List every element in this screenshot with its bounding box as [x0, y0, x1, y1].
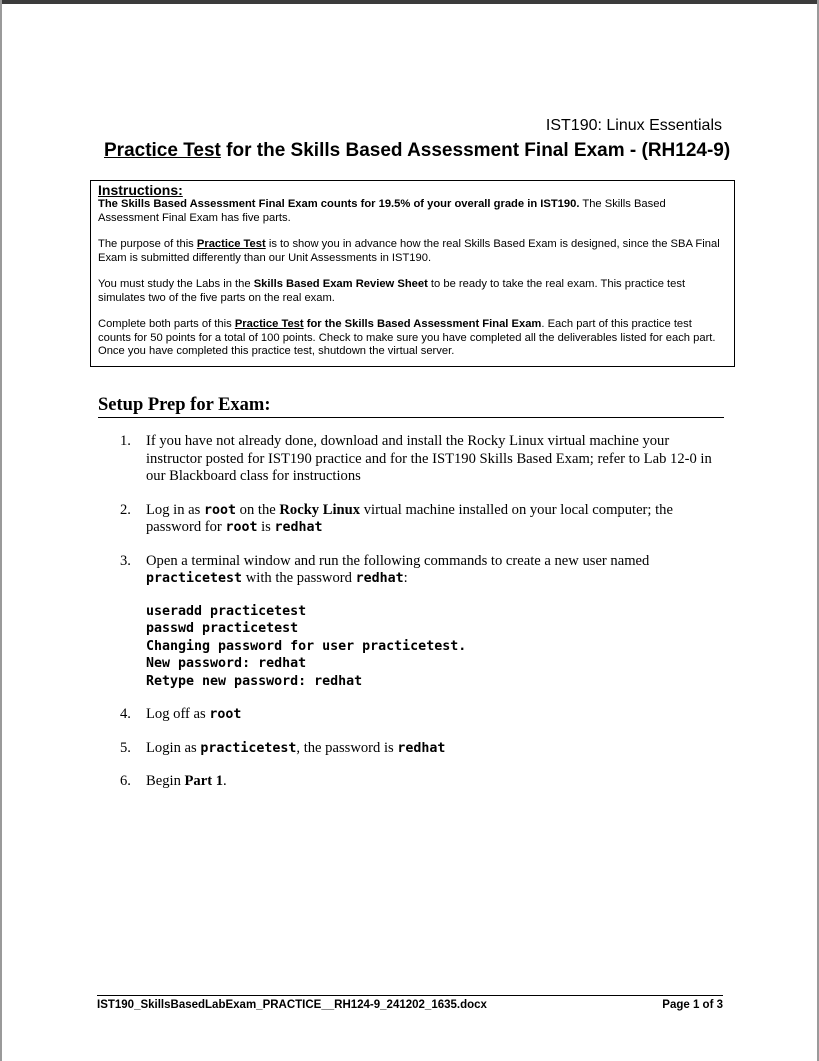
step-6-a: Begin [146, 773, 185, 789]
password-value-3: redhat [397, 740, 446, 756]
page-number: Page 1 of 3 [662, 999, 723, 1011]
step-6-b: . [223, 773, 227, 789]
practice-test-ref-2: Practice Test [234, 318, 304, 330]
list-item [120, 740, 720, 758]
step-number: 5. [120, 739, 131, 756]
instructions-paragraph-2 [98, 238, 727, 265]
title-underlined: Practice Test [104, 140, 221, 161]
setup-steps-list [120, 433, 720, 807]
instructions-p2-a: The purpose of this [98, 238, 197, 250]
instructions-p3-b: to be ready to take the real exam. This practice test simulates two of the five parts on the real exam. [98, 278, 686, 304]
instructions-p1-rest: The Skills Based Assessment Final Exam has five parts. [98, 198, 666, 224]
step-4-a: Log off as [146, 706, 210, 722]
code-line: New password: redhat [146, 656, 307, 671]
instructions-box [90, 180, 735, 367]
instructions-p3-a: You must study the Labs in the [98, 278, 254, 290]
root-user: root [203, 502, 236, 518]
footer-filename: IST190_SkillsBasedLabExam_PRACTICE__RH124-9_241202_1635.docx [97, 999, 487, 1011]
page-left-edge [0, 0, 2, 1061]
review-sheet-ref: Skills Based Exam Review Sheet [253, 278, 428, 290]
setup-heading: Setup Prep for Exam: [98, 395, 724, 418]
grade-weight-text: The Skills Based Assessment Final Exam counts for 19.5% of your overall grade in IST190. [98, 198, 580, 210]
step-2-b: on the [236, 501, 280, 518]
username-value-2: practicetest [200, 740, 297, 756]
course-name: IST190: Linux Essentials [545, 117, 722, 134]
list-item [120, 502, 720, 537]
step-number: 6. [120, 773, 131, 789]
list-item [120, 433, 720, 486]
step-number: 2. [120, 501, 131, 518]
password-value-2: redhat [355, 571, 404, 586]
code-line: useradd practicetest [146, 603, 307, 619]
code-line: passwd practicetest [146, 621, 299, 636]
instructions-paragraph-1 [98, 198, 727, 225]
step-5-a: Login as [146, 739, 201, 756]
command-block [146, 603, 720, 691]
step-2-a: Log in as [146, 501, 204, 518]
part-1-ref: Part 1 [184, 773, 224, 789]
username-value: practicetest [146, 571, 243, 586]
instructions-p4-bold: for the Skills Based Assessment Final Exam [303, 318, 542, 330]
step-3-b: with the password [242, 570, 356, 586]
list-item [120, 706, 720, 724]
step-3-a: Open a terminal window and run the following commands to create a new user named [146, 552, 650, 569]
rocky-linux: Rocky Linux [279, 501, 361, 518]
password-value: redhat [274, 520, 323, 535]
root-user-2: root [225, 520, 258, 535]
viewer-top-border [0, 0, 819, 4]
root-user-3: root [209, 707, 242, 722]
instructions-p4-a: Complete both parts of this [98, 318, 235, 330]
instructions-heading: Instructions: [98, 182, 183, 198]
instructions-paragraph-3 [98, 278, 727, 305]
list-item [120, 553, 720, 691]
step-number: 4. [120, 706, 131, 722]
step-number: 1. [120, 433, 131, 449]
step-2-c: virtual machine installed on your local computer; the password for [146, 501, 673, 535]
title-rest: for the Skills Based Assessment Final Exam - (RH124-9) [220, 140, 731, 161]
code-line: Retype new password: redhat [146, 673, 363, 689]
step-5-b: , the password is [296, 739, 398, 756]
code-line: Changing password for user practicetest. [146, 638, 467, 654]
instructions-p2-b: is to show you in advance how the real Skills Based Exam is designed, since the SBA Final Exam is submitted differently than our Unit Assessments in IST190. [98, 238, 720, 264]
step-text: If you have not already done, download and install the Rocky Linux virtual machine your instructor posted for IST190 practice and for the IST190 Skills Based Exam; refer to Lab 12-0 in our Blackboard class for instructions [146, 433, 712, 484]
list-item [120, 773, 720, 791]
instructions-p4-b: . Each part of this practice test counts for 50 points for a total of 100 points. Check to make sure you have completed all the deliverables listed for each part. Once you have completed this practice test, shutdown the virtual server. [98, 318, 716, 357]
step-3-c: : [403, 570, 408, 586]
practice-test-ref: Practice Test [196, 238, 266, 250]
page-title [104, 140, 730, 162]
instructions-paragraph-4 [98, 318, 727, 359]
step-number: 3. [120, 552, 131, 569]
page-footer [97, 995, 723, 1011]
step-2-d: is [257, 519, 275, 535]
